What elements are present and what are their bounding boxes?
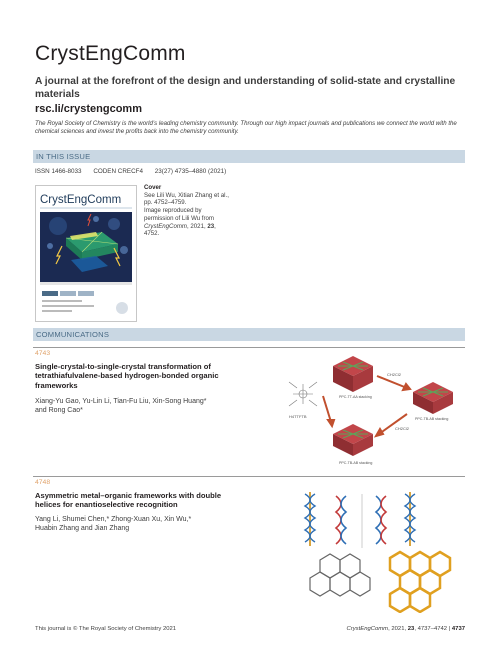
stacking-label-top: PPC-TT-AA stacking — [339, 395, 372, 399]
arrow-label-1: CH2Cl2 — [387, 372, 402, 377]
article-authors — [35, 397, 265, 415]
footer-citation — [300, 626, 465, 632]
helix-right — [405, 492, 415, 546]
article-divider — [33, 476, 465, 477]
article-title[interactable] — [35, 491, 265, 510]
footer-pages: , 4737–4742 — [414, 626, 448, 632]
dna-left — [336, 496, 346, 544]
article-authors-line: Xiang-Yu Gao, Yu-Lin Li, Tian-Fu Liu, Xin-Song Huang* — [35, 398, 207, 405]
cover-artwork — [36, 186, 136, 321]
issn-text: ISSN 1466-8033 — [35, 168, 82, 175]
in-this-issue-label: IN THIS ISSUE — [36, 152, 91, 161]
cover-journal-title: CrystEngComm — [40, 194, 122, 206]
hof-transformation-graphic — [283, 352, 468, 472]
journal-intro-text: The Royal Society of Chemistry is the world’s leading chemistry community. Through our high impact journals and publications we connect the world with the chemical sciences and invest the profits back into the chemistry community. — [35, 120, 457, 135]
article-title-line: tetrathiafulvalene-based hydrogen-bonded organic — [35, 371, 219, 381]
communications-label: COMMUNICATIONS — [36, 330, 110, 339]
article-authors-line: and Rong Cao* — [35, 407, 83, 414]
communications-bar — [33, 328, 465, 341]
dna-right — [376, 496, 386, 544]
stacking-label-bottom: PPC-TB-AB stacking — [339, 461, 373, 465]
ligand-label: H4TTFTB — [289, 414, 307, 419]
toc-graphic-hof[interactable] — [283, 352, 468, 472]
article-title-line: frameworks — [35, 380, 78, 390]
footer-journal: CrystEngComm — [346, 626, 389, 632]
article-authors-line: Yang Li, Shumei Chen,* Zhong-Xuan Xu, Xin Wu,* — [35, 516, 192, 523]
cover-credit-line3: Image reproduced by — [144, 207, 202, 215]
toc-graphic-mof[interactable] — [300, 488, 460, 613]
cover-credit-journal: CrystEngComm — [144, 222, 188, 230]
cover-credit-volume: 23 — [207, 222, 215, 230]
article-page-number: 4748 — [35, 479, 51, 486]
footer-separator: | — [447, 626, 452, 632]
cover-heading: Cover — [144, 184, 162, 191]
cover-credit-line1: See Lili Wu, Xitian Zhang et al., — [144, 191, 229, 199]
helix-mof-graphic — [300, 488, 460, 613]
cover-credit-comma: , — [214, 222, 216, 230]
cover-credit-year: , 2021, — [187, 222, 208, 230]
volume-pages-text: 23(27) 4735–4880 (2021) — [154, 168, 227, 175]
cover-image[interactable] — [35, 185, 137, 322]
issue-identifiers — [35, 168, 236, 175]
journal-url-link[interactable]: rsc.li/crystengcomm — [35, 103, 142, 115]
footer-page-number: 4737 — [451, 626, 465, 632]
footer-volume: 23 — [407, 626, 415, 632]
cover-credit-line6: 4752. — [144, 230, 160, 238]
article-title[interactable] — [35, 362, 265, 390]
framework-top — [333, 356, 373, 392]
framework-right-mof — [390, 552, 450, 612]
helix-left — [305, 492, 315, 546]
framework-bottom — [333, 424, 373, 456]
footer-copyright: This journal is © The Royal Society of Chemistry 2021 — [35, 626, 177, 632]
journal-subtitle: A journal at the forefront of the design and understanding of solid-state and crystalline materials — [35, 76, 456, 100]
coden-text: CODEN CRECF4 — [93, 168, 143, 175]
article-title-line: Single-crystal-to-single-crystal transformation of — [35, 362, 211, 371]
cover-credit-line2: pp. 4752–4759. — [144, 199, 187, 207]
article-authors — [35, 515, 265, 533]
article-page-number: 4743 — [35, 350, 51, 357]
cover-credit-line4: permission of Lili Wu from — [144, 214, 214, 222]
framework-left — [310, 554, 370, 596]
framework-right — [413, 382, 453, 414]
arrow-label-2: CH2Cl2 — [395, 426, 410, 431]
article-title-line: helices for enantioselective recognition — [35, 500, 178, 510]
article-title-line: Asymmetric metal–organic frameworks with double — [35, 491, 222, 500]
in-this-issue-bar — [33, 150, 465, 163]
cover-credit-line5 — [144, 223, 274, 231]
article-authors-line: Huabin Zhang and Jian Zhang — [35, 525, 130, 532]
cover-description — [144, 184, 274, 238]
journal-title: CrystEngComm — [35, 42, 186, 65]
stacking-label-mid: PPC-TB-AB stacking — [415, 417, 449, 421]
article-divider — [33, 347, 465, 348]
footer-year: , 2021, — [388, 626, 408, 632]
